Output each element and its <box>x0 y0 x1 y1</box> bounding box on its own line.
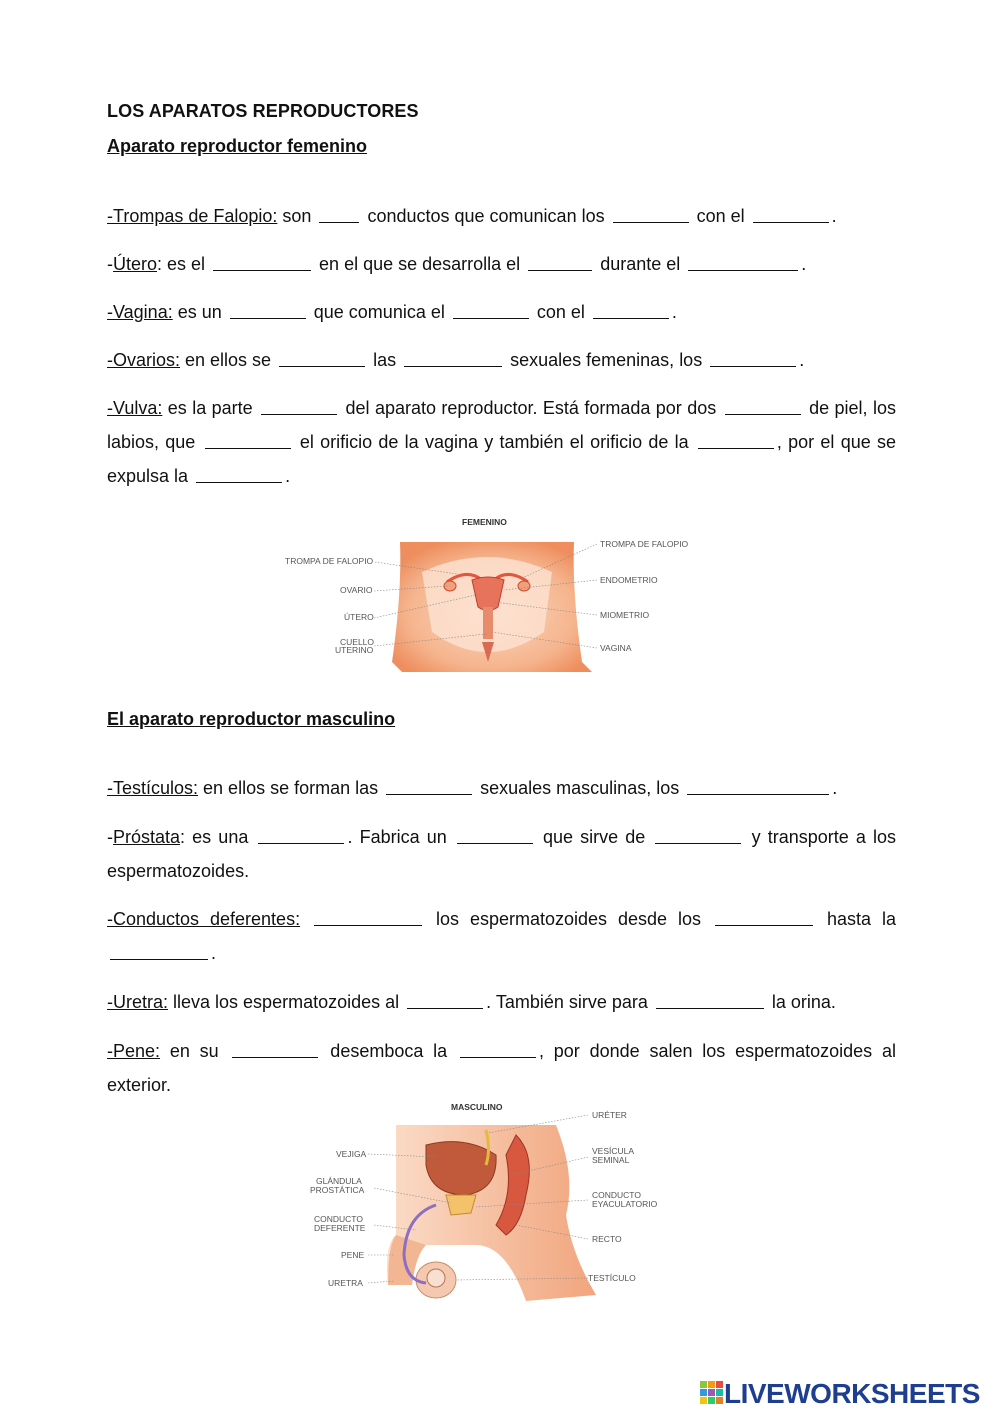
ovarios-line: -Ovarios: en ellos se las sexuales femeninas, los . <box>107 350 805 370</box>
diagram-label: PENE <box>341 1250 365 1260</box>
diagram-label: CONDUCTO <box>592 1190 641 1200</box>
conductos-label: -Conductos deferentes: <box>107 909 301 929</box>
blank-field[interactable] <box>698 432 774 449</box>
blank-field[interactable] <box>258 827 344 844</box>
blank-field[interactable] <box>261 398 337 415</box>
blank-field[interactable] <box>656 992 764 1009</box>
blank-field[interactable] <box>710 350 796 367</box>
trompas-label: -Trompas de Falopio: <box>107 206 278 226</box>
diagram-label: TROMPA DE FALOPIO <box>600 539 689 549</box>
diagram-label: GLÁNDULA <box>316 1176 362 1186</box>
testiculos-line: -Testículos: en ellos se forman las sexuales masculinas, los . <box>107 778 838 798</box>
uretra-label: -Uretra: <box>107 992 169 1012</box>
diagram-label: MIOMETRIO <box>600 610 650 620</box>
blank-field[interactable] <box>110 943 208 960</box>
diagram-label: VEJIGA <box>336 1149 367 1159</box>
blank-field[interactable] <box>314 909 422 926</box>
diagram-label: ENDOMETRIO <box>600 575 658 585</box>
diagram-label: CUELLO <box>340 637 375 647</box>
utero-line: -Útero: es el en el que se desarrolla el durante el . <box>107 254 807 274</box>
diagram-caption: FEMENINO <box>462 517 507 527</box>
right-labels <box>600 539 689 653</box>
diagram-label: PROSTÁTICA <box>310 1185 365 1195</box>
male-diagram <box>276 1095 688 1301</box>
diagram-label: TROMPA DE FALOPIO <box>285 556 374 566</box>
diagram-label: ÚTERO <box>344 612 374 622</box>
vulva-paragraph: -Vulva: es la parte del aparato reproductor. Está formada por dos de piel, los labios, que el orificio de la vagina y también el orificio de la , por el que se expulsa la . <box>107 398 896 486</box>
diagram-label: SEMINAL <box>592 1155 630 1165</box>
male-anatomy-illustration <box>276 1095 688 1301</box>
diagram-label: VAGINA <box>600 643 632 653</box>
blank-field[interactable] <box>404 350 502 367</box>
blank-field[interactable] <box>232 1041 318 1058</box>
utero-label: Útero <box>113 254 158 274</box>
page-title: LOS APARATOS REPRODUCTORES <box>107 101 419 121</box>
diagram-label: UTERINO <box>335 645 374 655</box>
male-section-heading: El aparato reproductor masculino <box>107 709 396 729</box>
female-anatomy-illustration <box>282 512 694 684</box>
blank-field[interactable] <box>279 350 365 367</box>
diagram-label: CONDUCTO <box>314 1214 363 1224</box>
blank-field[interactable] <box>453 302 529 319</box>
blank-field[interactable] <box>613 206 689 223</box>
right-labels <box>588 1110 658 1283</box>
blank-field[interactable] <box>319 206 359 223</box>
liveworksheets-logo[interactable] <box>700 1378 980 1410</box>
ovarios-label: -Ovarios: <box>107 350 181 370</box>
female-diagram <box>282 512 694 684</box>
blank-field[interactable] <box>688 254 798 271</box>
testiculos-label: -Testículos: <box>107 778 199 798</box>
vulva-label: -Vulva: <box>107 398 163 418</box>
blank-field[interactable] <box>528 254 592 271</box>
blank-field[interactable] <box>230 302 306 319</box>
blank-field[interactable] <box>196 466 282 483</box>
pene-paragraph: -Pene: en su desemboca la , por donde salen los espermatozoides al exterior. <box>107 1041 896 1095</box>
diagram-label: TESTÍCULO <box>588 1273 636 1283</box>
blank-field[interactable] <box>593 302 669 319</box>
prostata-label: Próstata <box>113 827 181 847</box>
blank-field[interactable] <box>457 827 533 844</box>
blank-field[interactable] <box>655 827 741 844</box>
blank-field[interactable] <box>213 254 311 271</box>
blank-field[interactable] <box>407 992 483 1009</box>
left-labels <box>285 556 374 655</box>
conductos-paragraph: -Conductos deferentes: los espermatozoides desde los hasta la . <box>107 909 896 963</box>
diagram-caption: MASCULINO <box>451 1102 503 1112</box>
diagram-label: URÉTER <box>592 1110 627 1120</box>
pene-label: -Pene: <box>107 1041 161 1061</box>
diagram-label: VESÍCULA <box>592 1146 635 1156</box>
female-section-heading: Aparato reproductor femenino <box>107 136 368 156</box>
uretra-line: -Uretra: lleva los espermatozoides al . También sirve para la orina. <box>107 992 836 1012</box>
prostata-paragraph: -Próstata: es una . Fabrica un que sirve de y transporte a los espermatozoides. <box>107 827 897 881</box>
blank-field[interactable] <box>205 432 291 449</box>
logo-icon <box>700 1381 724 1407</box>
diagram-label: RECTO <box>592 1234 622 1244</box>
blank-field[interactable] <box>460 1041 536 1058</box>
trompas-line: -Trompas de Falopio: son conductos que comunican los con el . <box>107 206 837 226</box>
diagram-label: URETRA <box>328 1278 363 1288</box>
left-labels <box>310 1149 367 1288</box>
blank-field[interactable] <box>715 909 813 926</box>
blank-field[interactable] <box>687 778 829 795</box>
logo-text: LIVEWORKSHEETS <box>724 1378 980 1409</box>
vagina-label: -Vagina: <box>107 302 173 322</box>
blank-field[interactable] <box>386 778 472 795</box>
blank-field[interactable] <box>725 398 801 415</box>
vagina-line: -Vagina: es un que comunica el con el . <box>107 302 677 322</box>
diagram-label: DEFERENTE <box>314 1223 366 1233</box>
diagram-label: EYACULATORIO <box>592 1199 658 1209</box>
diagram-label: OVARIO <box>340 585 373 595</box>
blank-field[interactable] <box>753 206 829 223</box>
